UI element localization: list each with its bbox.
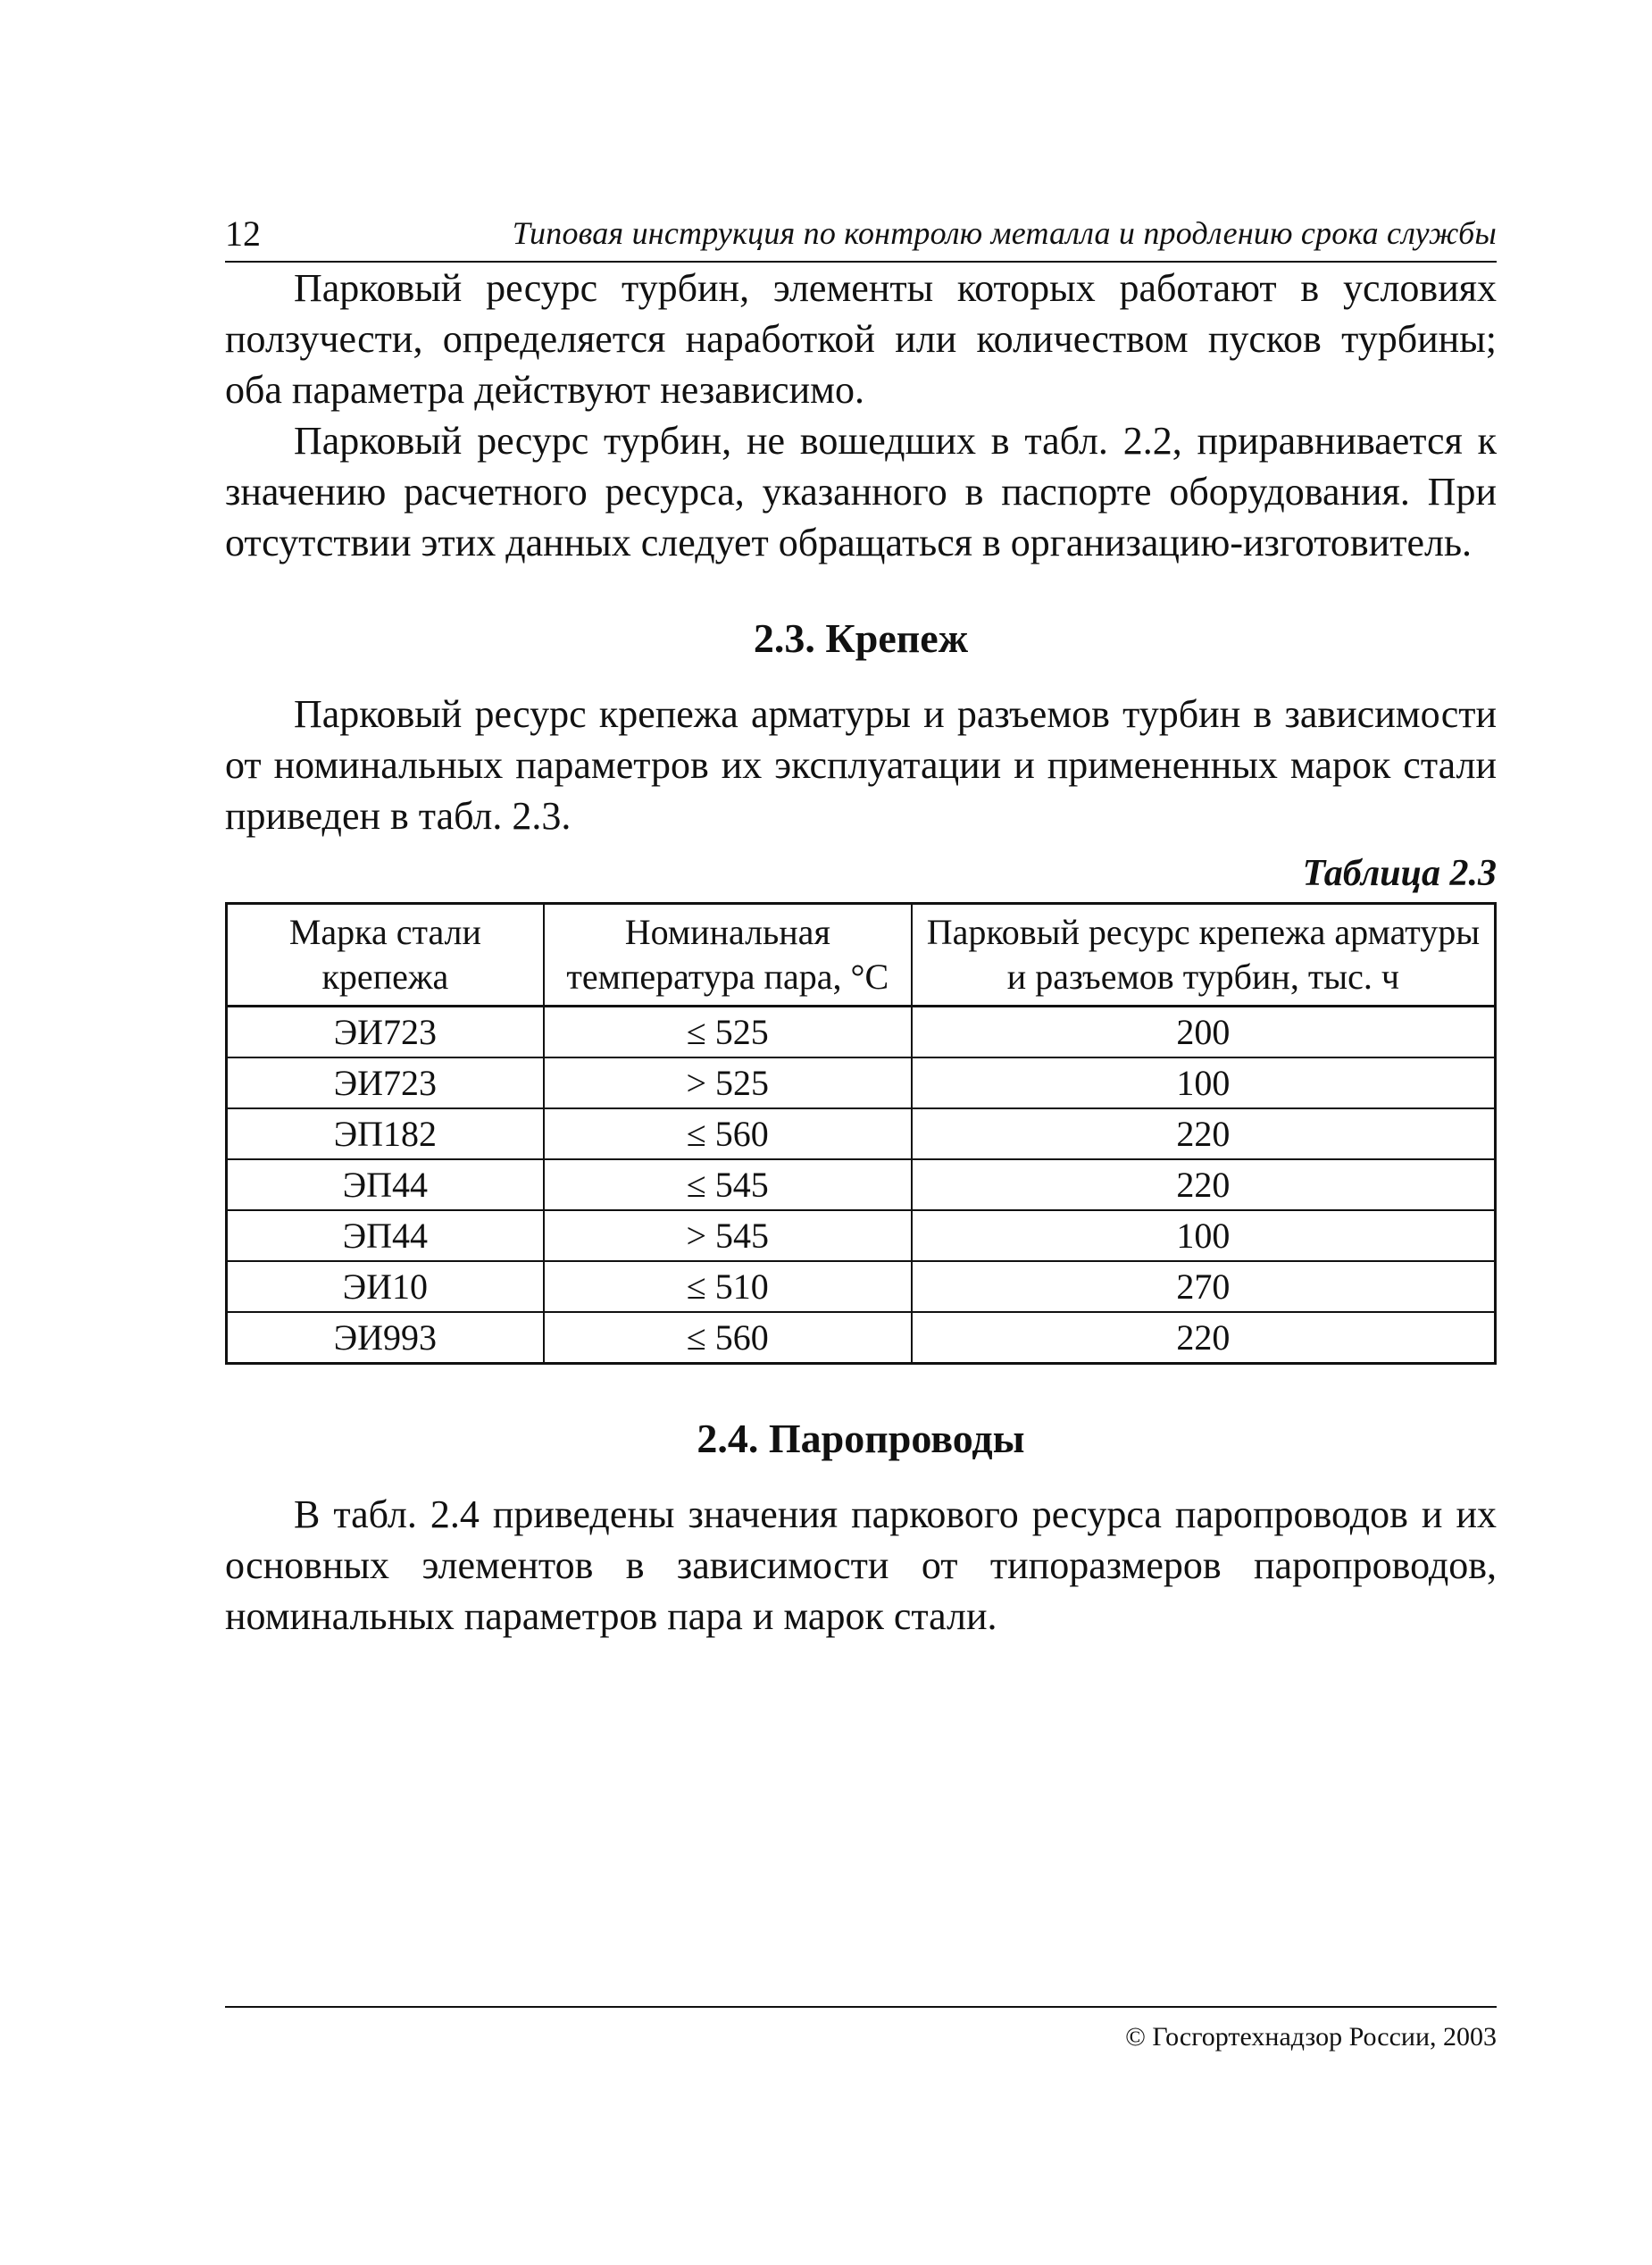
cell-temperature: ≤ 560: [544, 1312, 912, 1364]
cell-steel-grade: ЭИ993: [227, 1312, 544, 1364]
cell-temperature: ≤ 510: [544, 1261, 912, 1312]
cell-temperature: > 545: [544, 1210, 912, 1261]
paragraph-design-resource: Парковый ресурс турбин, не вошедших в табл. 2.2, приравнивается к значению расчетного ресурса, указанного в паспорте оборудования. При отсутствии этих данных следует обращаться в организацию-изготовитель.: [225, 419, 1497, 564]
cell-steel-grade: ЭИ10: [227, 1261, 544, 1312]
page-footer: [225, 2006, 1497, 2052]
column-header-steam-temperature: Номинальная температура пара, °C: [544, 904, 912, 1007]
table-header-row: [227, 904, 1496, 1007]
page-number: 12: [225, 213, 261, 254]
table-row: [227, 1108, 1496, 1159]
cell-resource: 100: [912, 1210, 1496, 1261]
cell-steel-grade: ЭИ723: [227, 1007, 544, 1058]
paragraph-creep-resource: Парковый ресурс турбин, элементы которых работают в условиях ползучести, определяется наработкой или количеством пусков турбины; оба параметра действуют независимо.: [225, 266, 1497, 412]
copyright-notice: © Госгортехнадзор России, 2003: [1125, 2022, 1497, 2052]
cell-resource: 200: [912, 1007, 1496, 1058]
cell-temperature: ≤ 560: [544, 1108, 912, 1159]
cell-resource: 100: [912, 1057, 1496, 1108]
column-header-park-resource: Парковый ресурс крепежа арматуры и разъемов турбин, тыс. ч: [912, 904, 1496, 1007]
table-row: [227, 1057, 1496, 1108]
paragraph-steam-pipelines: В табл. 2.4 приведены значения паркового ресурса паропроводов и их основных элементов в зависимости от типоразмеров паропроводов, номинальных параметров пара и марок стали.: [225, 1492, 1497, 1638]
column-header-steel-grade: Марка стали крепежа: [227, 904, 544, 1007]
table-row: [227, 1159, 1496, 1210]
document-page: [225, 205, 1497, 1642]
running-header: [225, 205, 1497, 263]
section-title-steam-pipelines: 2.4. Паропроводы: [697, 1416, 1025, 1461]
cell-resource: 220: [912, 1159, 1496, 1210]
cell-steel-grade: ЭП44: [227, 1210, 544, 1261]
table-row: [227, 1210, 1496, 1261]
cell-temperature: ≤ 545: [544, 1159, 912, 1210]
cell-resource: 220: [912, 1108, 1496, 1159]
section-title-fasteners: 2.3. Крепеж: [753, 615, 969, 661]
cell-temperature: > 525: [544, 1057, 912, 1108]
running-header-title: Типовая инструкция по контролю металла и продлению срока службы: [512, 215, 1497, 251]
table-row: [227, 1261, 1496, 1312]
table-row: [227, 1007, 1496, 1058]
cell-steel-grade: ЭП44: [227, 1159, 544, 1210]
paragraph-fasteners: Парковый ресурс крепежа арматуры и разъемов турбин в зависимости от номинальных параметров их эксплуатации и примененных марок стали приведен в табл. 2.3.: [225, 692, 1497, 838]
fastener-resource-table: [225, 902, 1497, 1365]
cell-steel-grade: ЭИ723: [227, 1057, 544, 1108]
cell-resource: 270: [912, 1261, 1496, 1312]
cell-resource: 220: [912, 1312, 1496, 1364]
table-caption: Таблица 2.3: [1302, 853, 1497, 894]
cell-temperature: ≤ 525: [544, 1007, 912, 1058]
table-row: [227, 1312, 1496, 1364]
cell-steel-grade: ЭП182: [227, 1108, 544, 1159]
